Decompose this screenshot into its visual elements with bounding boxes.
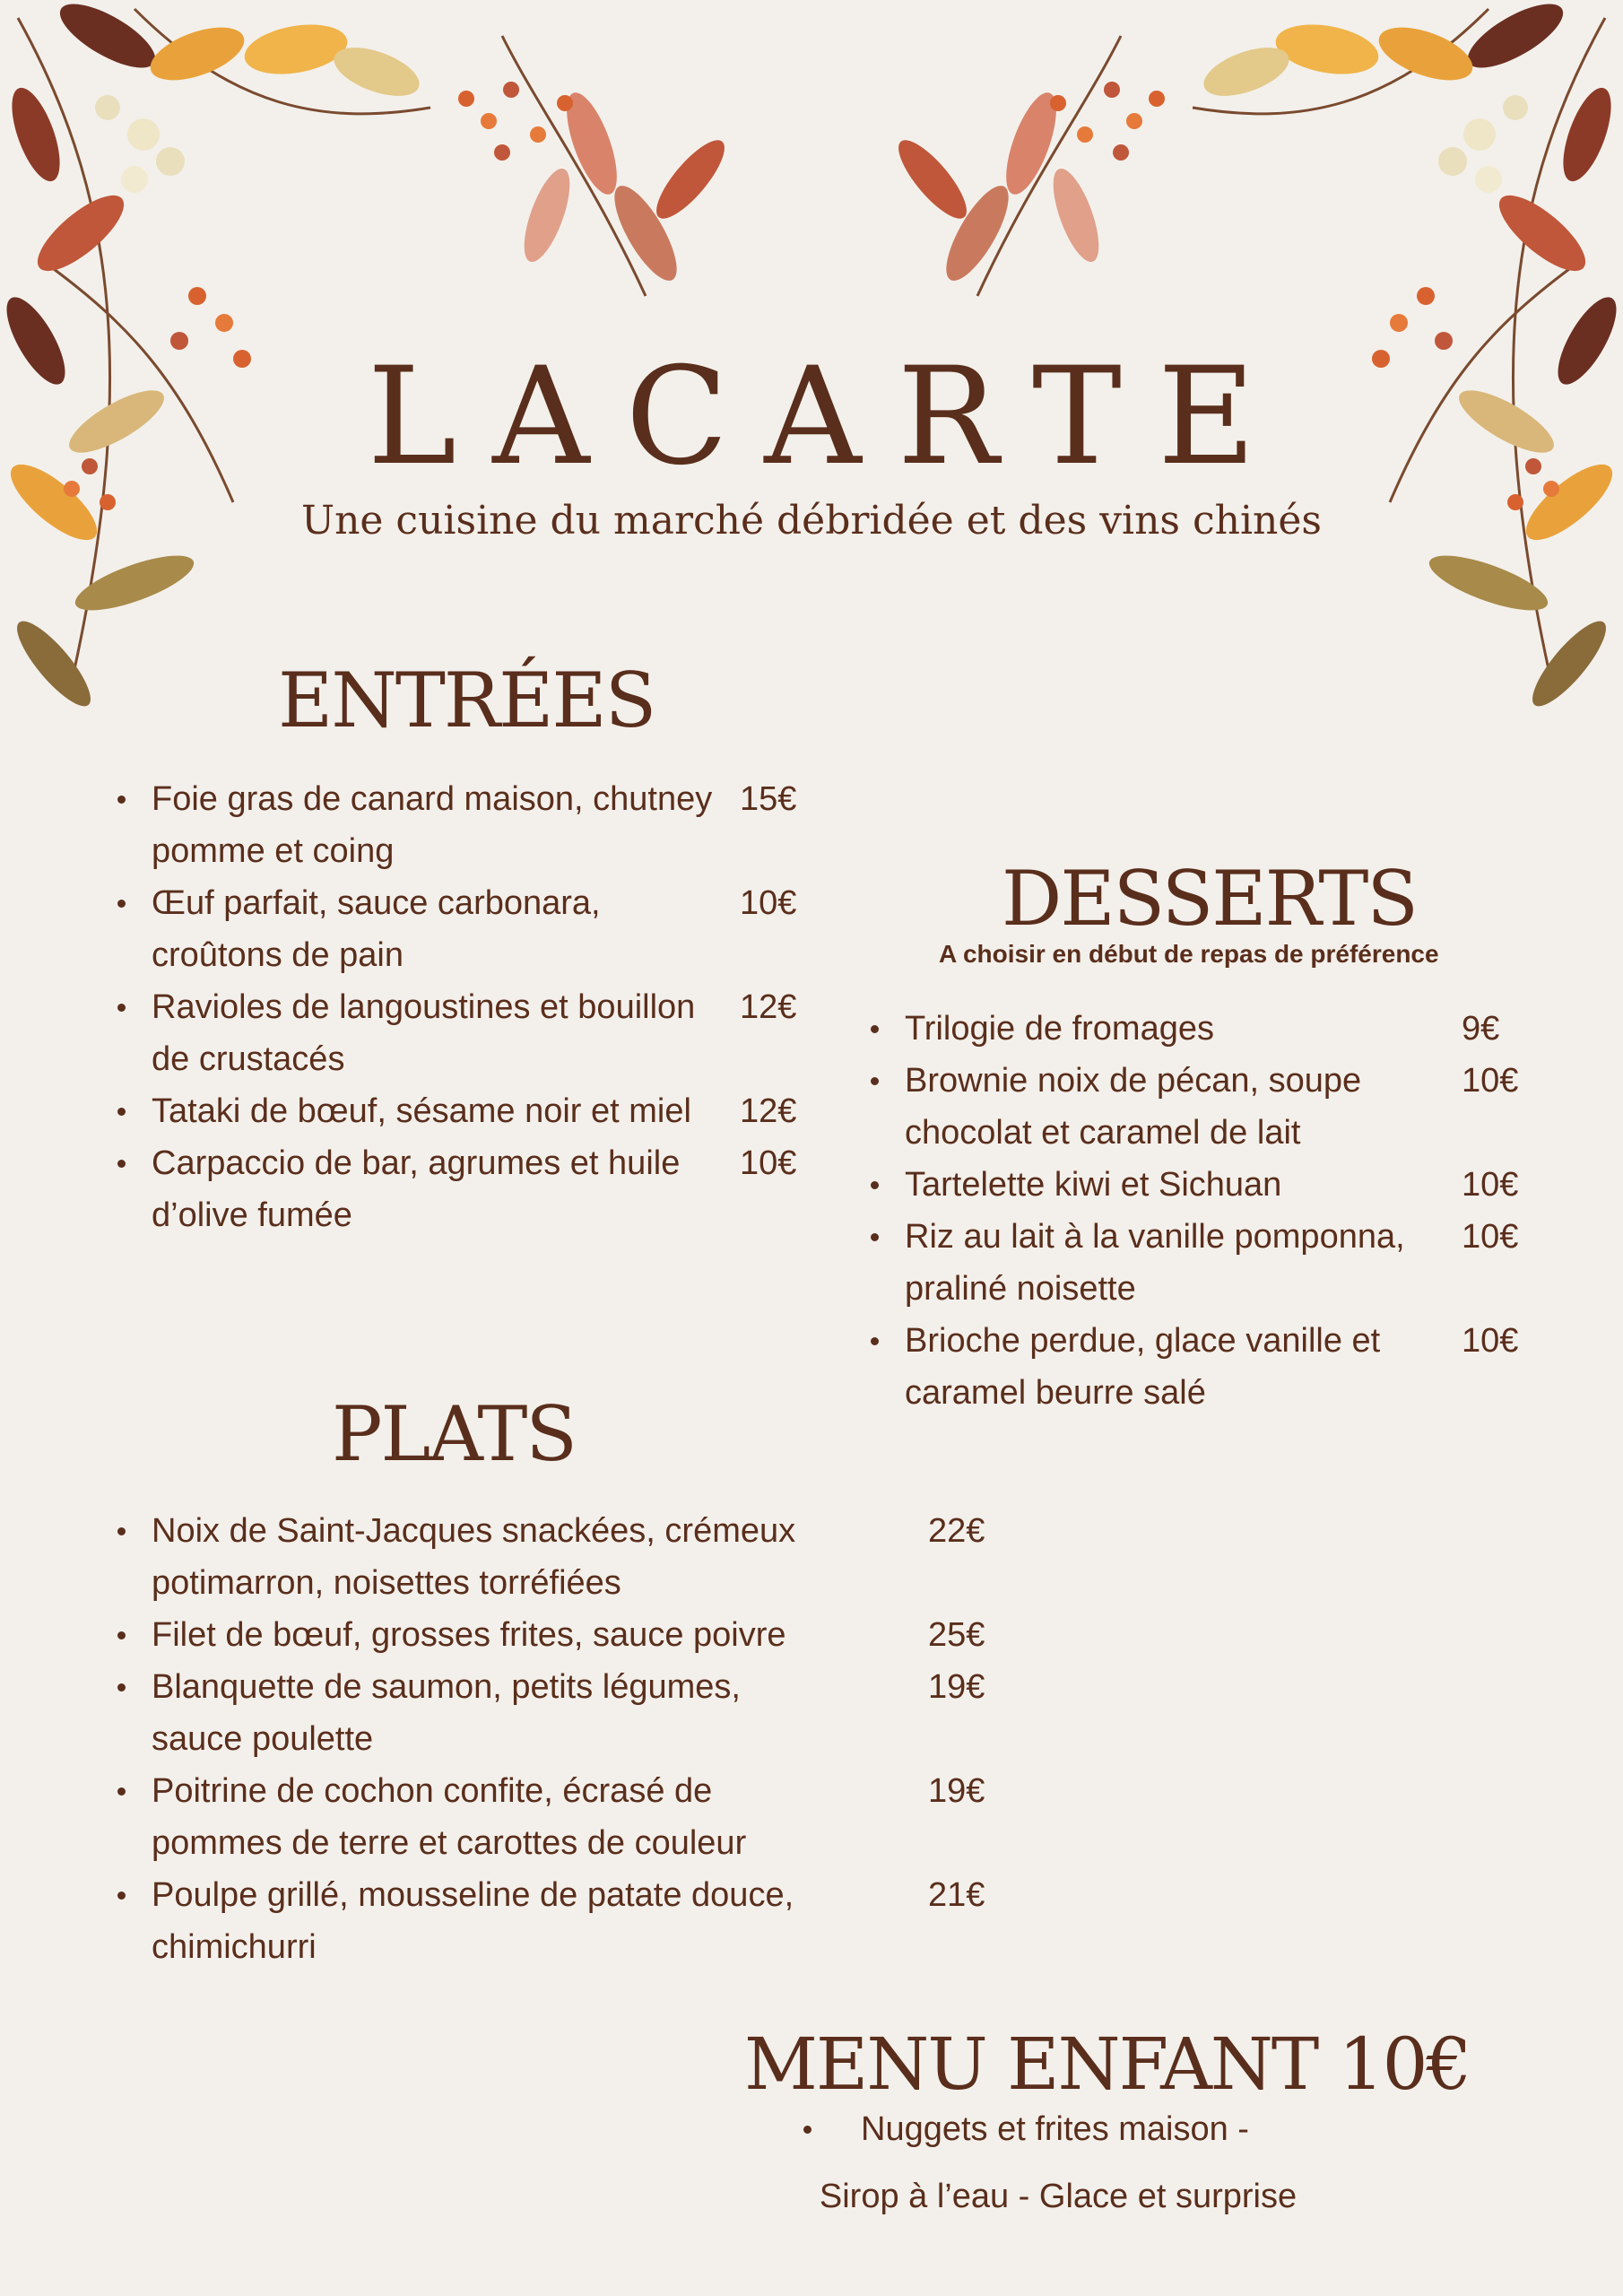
list-item	[112, 1661, 1009, 1765]
list-item	[112, 1869, 1009, 1973]
desserts-heading: DESSERTS	[1002, 855, 1417, 943]
dessert-price: 10€	[1462, 1166, 1519, 1204]
plat-price: 19€	[928, 1772, 985, 1810]
dessert-name: Tartelette kiwi et Sichuan	[905, 1166, 1282, 1204]
dessert-price: 10€	[1462, 1322, 1519, 1360]
list-item	[865, 1003, 1565, 1055]
dessert-name: Brownie noix de pécan, soupe chocolat et caramel de lait	[905, 1062, 1362, 1152]
plat-name: Poulpe grillé, mousseline de patate douce, chimichurri	[152, 1876, 794, 1966]
dessert-name: Trilogie de fromages	[905, 1010, 1214, 1048]
entree-name: Ravioles de langoustines et bouillon de crustacés	[152, 988, 696, 1078]
entree-name: Tataki de bœuf, sésame noir et miel	[152, 1092, 691, 1130]
list-item	[112, 981, 812, 1085]
dessert-price: 10€	[1462, 1062, 1519, 1100]
kids-menu-list	[798, 2103, 1372, 2155]
entree-name: Foie gras de canard maison, chutney pomme et coing	[152, 780, 713, 870]
page-title: LACARTE	[367, 339, 1292, 495]
entree-price: 10€	[740, 1144, 797, 1182]
list-item	[112, 1765, 1009, 1869]
list-item	[112, 1505, 1009, 1609]
plat-price: 22€	[928, 1512, 985, 1550]
dessert-price: 9€	[1462, 1010, 1500, 1048]
desserts-note: A choisir en début de repas de préférence	[939, 940, 1439, 968]
list-item	[112, 773, 812, 877]
dessert-name: Riz au lait à la vanille pomponna, praliné noisette	[905, 1218, 1405, 1308]
dessert-name: Brioche perdue, glace vanille et caramel beurre salé	[905, 1322, 1381, 1412]
list-item	[865, 1211, 1565, 1315]
list-item	[112, 1085, 812, 1137]
plat-name: Filet de bœuf, grosses frites, sauce poivre	[152, 1616, 786, 1654]
entrees-list	[112, 773, 812, 1241]
list-item	[798, 2103, 1372, 2155]
kids-menu-line-2: Sirop à l’eau - Glace et surprise	[819, 2178, 1298, 2215]
plat-name: Noix de Saint-Jacques snackées, crémeux potimarron, noisettes torréfiées	[152, 1512, 796, 1602]
list-item	[865, 1315, 1565, 1419]
list-item	[112, 1609, 1009, 1661]
list-item	[112, 1137, 812, 1241]
entree-price: 12€	[740, 988, 797, 1026]
plat-price: 21€	[928, 1876, 985, 1914]
list-item	[112, 877, 812, 981]
entree-name: Œuf parfait, sauce carbonara, croûtons de pain	[152, 884, 601, 974]
entrees-heading: ENTRÉES	[278, 657, 655, 744]
plat-name: Poitrine de cochon confite, écrasé de pommes de terre et carottes de couleur	[152, 1772, 747, 1862]
entree-price: 12€	[740, 1092, 797, 1130]
desserts-list	[865, 1003, 1565, 1419]
dessert-price: 10€	[1462, 1218, 1519, 1256]
kids-menu-heading: MENU ENFANT 10€	[744, 2022, 1471, 2106]
plats-heading: PLATS	[332, 1390, 576, 1478]
plat-price: 25€	[928, 1616, 985, 1654]
plat-name: Blanquette de saumon, petits légumes, sauce poulette	[152, 1668, 741, 1758]
list-item	[865, 1159, 1565, 1211]
plats-list	[112, 1505, 1009, 1973]
plat-price: 19€	[928, 1668, 985, 1706]
page-subtitle: Une cuisine du marché débridée et des vins chinés	[300, 498, 1323, 544]
entree-name: Carpaccio de bar, agrumes et huile d’olive fumée	[152, 1144, 681, 1234]
kids-menu-line: Nuggets et frites maison -	[861, 2110, 1249, 2148]
list-item	[865, 1055, 1565, 1159]
entree-price: 15€	[740, 780, 797, 818]
entree-price: 10€	[740, 884, 797, 922]
